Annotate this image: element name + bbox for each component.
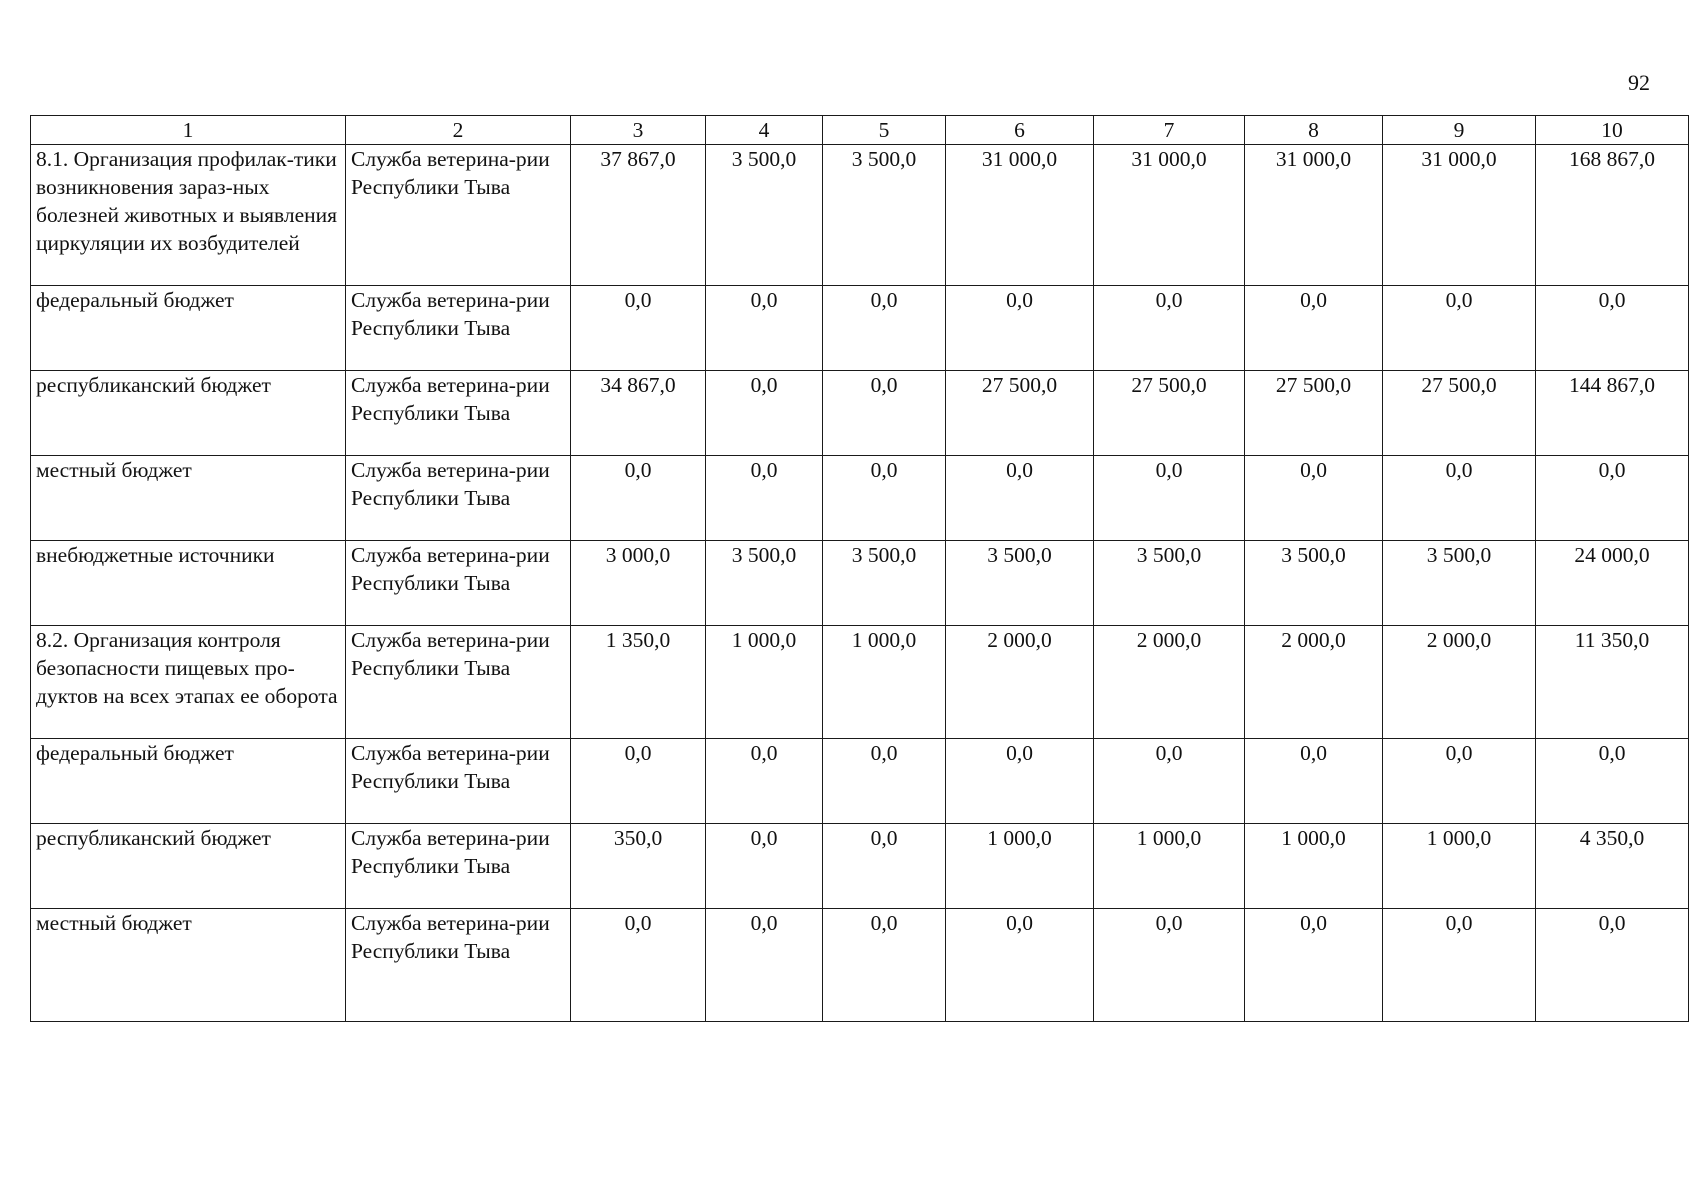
value-cell: 168 867,0 (1536, 145, 1689, 286)
value-cell: 0,0 (1245, 456, 1383, 541)
value-cell: 3 000,0 (571, 541, 706, 626)
value-cell: 0,0 (946, 739, 1094, 824)
value-cell: 3 500,0 (1245, 541, 1383, 626)
value-cell: 1 350,0 (571, 626, 706, 739)
value-cell: 0,0 (1094, 739, 1245, 824)
value-cell: 3 500,0 (706, 541, 823, 626)
table-row (31, 626, 1689, 739)
table-row (31, 145, 1689, 286)
column-header: 2 (346, 116, 571, 145)
table-row (31, 909, 1689, 1022)
value-cell: 0,0 (1383, 286, 1536, 371)
value-cell: 27 500,0 (1383, 371, 1536, 456)
value-cell: 0,0 (1245, 909, 1383, 1022)
value-cell: 27 500,0 (1245, 371, 1383, 456)
row-executor: Служба ветерина-рии Республики Тыва (346, 739, 571, 824)
value-cell: 31 000,0 (1245, 145, 1383, 286)
value-cell: 2 000,0 (946, 626, 1094, 739)
row-executor: Служба ветерина-рии Республики Тыва (346, 909, 571, 1022)
value-cell: 1 000,0 (1094, 824, 1245, 909)
row-executor: Служба ветерина-рии Республики Тыва (346, 371, 571, 456)
column-header: 5 (823, 116, 946, 145)
value-cell: 0,0 (706, 739, 823, 824)
value-cell: 0,0 (1383, 909, 1536, 1022)
row-executor: Служба ветерина-рии Республики Тыва (346, 145, 571, 286)
row-name: республиканский бюджет (31, 824, 346, 909)
value-cell: 3 500,0 (1094, 541, 1245, 626)
value-cell: 3 500,0 (946, 541, 1094, 626)
value-cell: 3 500,0 (706, 145, 823, 286)
row-executor: Служба ветерина-рии Республики Тыва (346, 456, 571, 541)
value-cell: 31 000,0 (1383, 145, 1536, 286)
column-header: 10 (1536, 116, 1689, 145)
value-cell: 0,0 (571, 456, 706, 541)
table-row (31, 824, 1689, 909)
column-header: 4 (706, 116, 823, 145)
row-name: федеральный бюджет (31, 739, 346, 824)
value-cell: 0,0 (1245, 739, 1383, 824)
value-cell: 1 000,0 (946, 824, 1094, 909)
value-cell: 0,0 (823, 371, 946, 456)
value-cell: 0,0 (571, 739, 706, 824)
budget-table (30, 115, 1689, 1022)
table-row (31, 456, 1689, 541)
column-header: 3 (571, 116, 706, 145)
value-cell: 0,0 (823, 824, 946, 909)
row-executor: Служба ветерина-рии Республики Тыва (346, 286, 571, 371)
value-cell: 0,0 (1094, 909, 1245, 1022)
value-cell: 0,0 (1245, 286, 1383, 371)
value-cell: 0,0 (706, 286, 823, 371)
value-cell: 31 000,0 (946, 145, 1094, 286)
value-cell: 34 867,0 (571, 371, 706, 456)
value-cell: 0,0 (946, 909, 1094, 1022)
value-cell: 0,0 (1094, 456, 1245, 541)
value-cell: 4 350,0 (1536, 824, 1689, 909)
row-name: местный бюджет (31, 456, 346, 541)
page-number: 92 (1628, 70, 1650, 95)
value-cell: 0,0 (1536, 909, 1689, 1022)
value-cell: 144 867,0 (1536, 371, 1689, 456)
row-executor: Служба ветерина-рии Республики Тыва (346, 824, 571, 909)
row-name: республиканский бюджет (31, 371, 346, 456)
row-name: внебюджетные источники (31, 541, 346, 626)
value-cell: 0,0 (1383, 456, 1536, 541)
row-executor: Служба ветерина-рии Республики Тыва (346, 626, 571, 739)
column-header: 1 (31, 116, 346, 145)
table-row (31, 286, 1689, 371)
table-row (31, 739, 1689, 824)
value-cell: 3 500,0 (1383, 541, 1536, 626)
row-name: 8.1. Организация профилак-тики возникновения зараз-ных болезней животных и выявления циркуляции их возбудителей (31, 145, 346, 286)
value-cell: 0,0 (946, 456, 1094, 541)
value-cell: 1 000,0 (1383, 824, 1536, 909)
row-name: местный бюджет (31, 909, 346, 1022)
value-cell: 1 000,0 (1245, 824, 1383, 909)
value-cell: 11 350,0 (1536, 626, 1689, 739)
value-cell: 0,0 (823, 456, 946, 541)
value-cell: 0,0 (706, 824, 823, 909)
row-name: 8.2. Организация контроля безопасности пищевых про-дуктов на всех этапах ее оборота (31, 626, 346, 739)
row-name: федеральный бюджет (31, 286, 346, 371)
value-cell: 0,0 (823, 286, 946, 371)
value-cell: 37 867,0 (571, 145, 706, 286)
value-cell: 2 000,0 (1094, 626, 1245, 739)
value-cell: 2 000,0 (1245, 626, 1383, 739)
column-header: 7 (1094, 116, 1245, 145)
value-cell: 0,0 (1536, 456, 1689, 541)
value-cell: 24 000,0 (1536, 541, 1689, 626)
value-cell: 3 500,0 (823, 145, 946, 286)
value-cell: 0,0 (823, 909, 946, 1022)
value-cell: 27 500,0 (946, 371, 1094, 456)
value-cell: 0,0 (571, 286, 706, 371)
row-executor: Служба ветерина-рии Республики Тыва (346, 541, 571, 626)
value-cell: 27 500,0 (1094, 371, 1245, 456)
value-cell: 1 000,0 (706, 626, 823, 739)
value-cell: 31 000,0 (1094, 145, 1245, 286)
value-cell: 0,0 (1536, 286, 1689, 371)
value-cell: 0,0 (946, 286, 1094, 371)
column-header: 6 (946, 116, 1094, 145)
value-cell: 1 000,0 (823, 626, 946, 739)
value-cell: 0,0 (571, 909, 706, 1022)
value-cell: 3 500,0 (823, 541, 946, 626)
table-row (31, 541, 1689, 626)
table-row (31, 371, 1689, 456)
value-cell: 0,0 (1536, 739, 1689, 824)
value-cell: 0,0 (706, 371, 823, 456)
value-cell: 0,0 (1094, 286, 1245, 371)
value-cell: 0,0 (823, 739, 946, 824)
column-header: 9 (1383, 116, 1536, 145)
header-row (31, 116, 1689, 145)
value-cell: 0,0 (706, 456, 823, 541)
column-header: 8 (1245, 116, 1383, 145)
value-cell: 0,0 (1383, 739, 1536, 824)
value-cell: 350,0 (571, 824, 706, 909)
value-cell: 0,0 (706, 909, 823, 1022)
value-cell: 2 000,0 (1383, 626, 1536, 739)
